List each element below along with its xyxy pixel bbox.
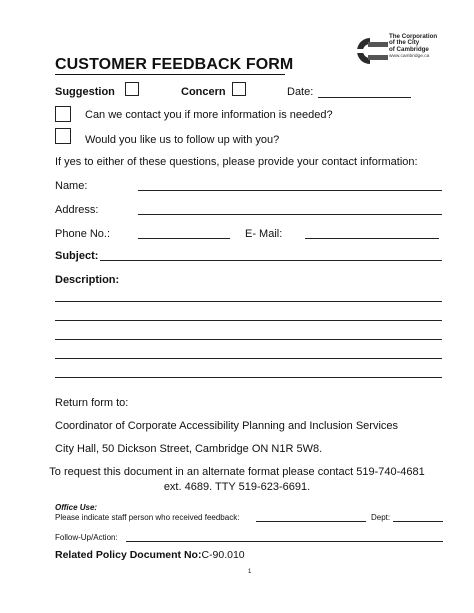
follow-up-action-field[interactable] <box>126 541 443 542</box>
description-line[interactable] <box>55 339 442 340</box>
return-recipient: Coordinator of Corporate Accessibility Planning and Inclusion Services <box>55 420 399 432</box>
policy-label: Related Policy Document No: <box>55 549 202 561</box>
alternate-format-line-2: ext. 4689. TTY 519-623-6691. <box>163 481 311 493</box>
cambridge-c-logo-icon <box>352 36 390 66</box>
description-line[interactable] <box>55 358 442 359</box>
concern-checkbox[interactable] <box>232 82 246 96</box>
title-underline <box>55 74 285 75</box>
city-logo <box>352 34 448 68</box>
logo-line-1: The Corporation <box>389 33 438 40</box>
description-line[interactable] <box>55 301 442 302</box>
return-address: City Hall, 50 Dickson Street, Cambridge ON N1R 5W8. <box>55 443 323 455</box>
staff-person-label: Please indicate staff person who received feedback: <box>55 513 240 522</box>
name-label: Name: <box>55 180 88 192</box>
related-policy <box>55 549 245 561</box>
logo-text <box>389 34 437 53</box>
date-field[interactable] <box>318 97 411 98</box>
logo-line-3: of Cambridge <box>389 45 429 53</box>
description-label: Description: <box>55 274 120 286</box>
contact-question: Can we contact you if more information is needed? <box>85 109 333 121</box>
logo-line-2: of the City <box>389 39 420 47</box>
policy-number: C-90.010 <box>201 549 245 561</box>
description-line[interactable] <box>55 320 442 321</box>
office-use-heading: Office Use: <box>55 503 98 512</box>
email-label: E- Mail: <box>245 228 283 240</box>
alternate-format-notice <box>40 465 434 495</box>
contact-instruction: If yes to either of these questions, please provide your contact information: <box>55 156 418 168</box>
suggestion-label: Suggestion <box>55 86 115 98</box>
concern-label: Concern <box>181 86 226 98</box>
email-field[interactable] <box>305 238 439 239</box>
follow-up-checkbox[interactable] <box>55 128 71 144</box>
follow-up-question: Would you like us to follow up with you? <box>85 134 280 146</box>
description-line[interactable] <box>55 377 442 378</box>
phone-label: Phone No.: <box>55 228 111 240</box>
phone-field[interactable] <box>138 238 230 239</box>
subject-field[interactable] <box>100 260 442 261</box>
dept-field[interactable] <box>393 521 443 522</box>
suggestion-checkbox[interactable] <box>125 82 139 96</box>
address-field[interactable] <box>138 214 442 215</box>
return-heading: Return form to: <box>55 397 129 409</box>
subject-label: Subject: <box>55 250 99 262</box>
dept-label: Dept: <box>371 513 391 522</box>
address-label: Address: <box>55 204 99 216</box>
date-label: Date: <box>287 86 314 98</box>
staff-person-field[interactable] <box>256 521 366 522</box>
logo-url: www.cambridge.ca <box>389 54 430 59</box>
alternate-format-line-1: To request this document in an alternate format please contact 519-740-4681 <box>49 466 425 478</box>
form-title: CUSTOMER FEEDBACK FORM <box>55 56 294 73</box>
page-number: 1 <box>248 569 252 575</box>
follow-up-action-label: Follow-Up/Action: <box>55 533 118 542</box>
name-field[interactable] <box>138 190 442 191</box>
contact-checkbox[interactable] <box>55 106 71 122</box>
